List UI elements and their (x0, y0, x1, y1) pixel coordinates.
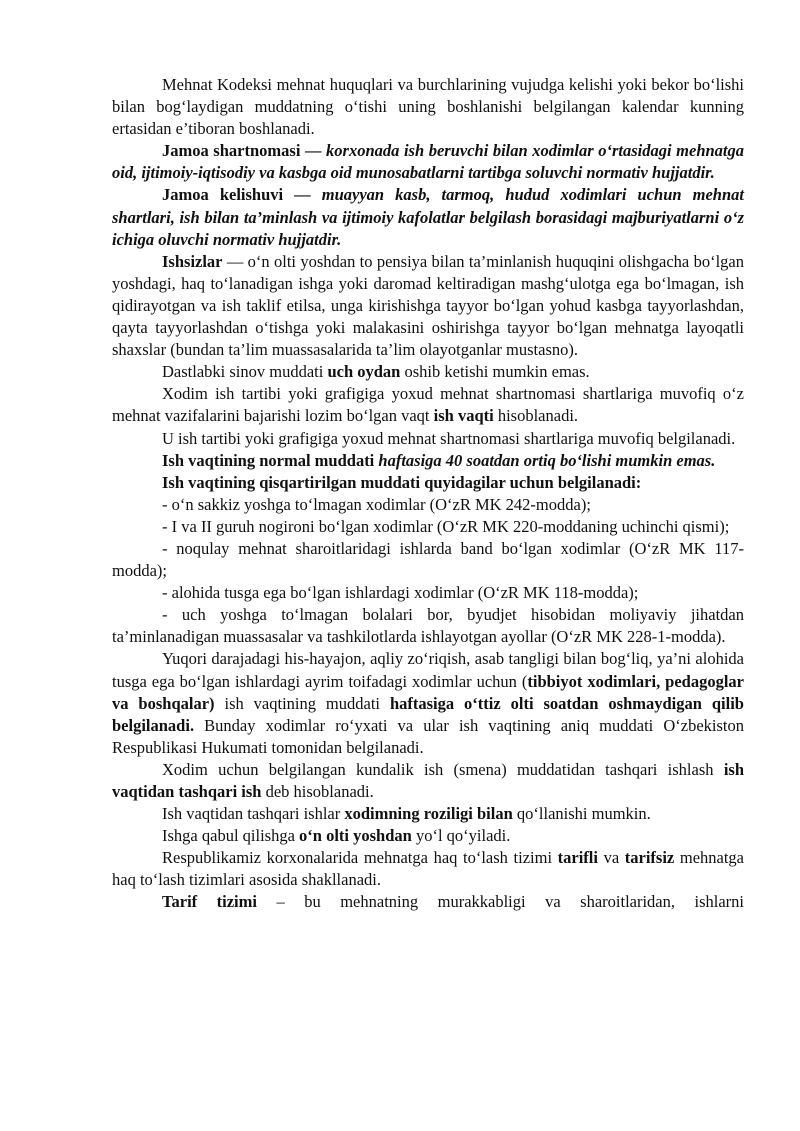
text-segment: Yuqori darajadagi his-hayajon, aqliy zo‘riqish, asab tangligi bilan bog‘liq, ya’ni alohida tusga ega bo‘lgan ishlardagi ayrim toifadagi xodimlar uchun ( (112, 649, 744, 691)
paragraph (112, 472, 744, 494)
bold-text-segment: tarifli (557, 848, 598, 868)
bold-text-segment: tarifsiz (624, 848, 675, 868)
paragraph (112, 648, 744, 758)
paragraph (112, 582, 744, 604)
bold-italic-text-segment: muayyan kasb, tarmoq, hudud xodimlari uchun mehnat shartlari, ish bilan ta’minlash va ijtimoiy kafolatlar belgilash borasidagi majburiyatlarni o‘z ichiga oluvchi normativ hujjatdir. (112, 185, 744, 249)
text-segment: ish vaqtining muddati (214, 693, 390, 713)
bold-text-segment: o‘n olti yoshdan (299, 826, 412, 846)
bold-italic-text-segment: korxonada ish beruvchi bilan xodimlar o‘rtasidagi mehnatga oid, ijtimoiy-iqtisodiy va kasbga oid munosabatlarni tartibga soluvchi normativ hujjatdir. (112, 141, 745, 183)
paragraph (112, 538, 744, 582)
text-segment: mehnatga haq to‘lash tizimlari asosida shakllanadi. (112, 848, 744, 890)
paragraph (112, 803, 744, 825)
bold-text-segment: Ishsizlar (162, 251, 223, 271)
bold-text-segment: Ish vaqtining qisqartirilgan muddati quyidagilar uchun belgilanadi: (162, 472, 642, 492)
text-segment: Ish vaqtidan tashqari ishlar (162, 804, 345, 824)
text-segment: va (597, 848, 625, 868)
bold-text-segment: ish vaqti (433, 406, 494, 426)
bold-text-segment: haftasiga o‘ttiz olti soatdan oshmaydigan qilib belgilanadi. (112, 693, 744, 735)
text-segment: yo‘l qo‘yiladi. (411, 826, 511, 846)
text-segment: Respublikamiz korxonalarida mehnatga haq to‘lash tizimi (162, 848, 558, 868)
paragraph (112, 74, 744, 140)
bold-text-segment: tibbiyot xodimlari, pedagoglar va boshqalar) (112, 671, 745, 713)
text-segment: Bunday xodimlar ro‘yxati va ular ish vaqtining aniq muddati O‘zbekiston Respublikasi Hukumati tomonidan belgilanadi. (112, 715, 744, 757)
bold-text-segment: Ish vaqtining normal muddati (162, 450, 379, 470)
paragraph (112, 361, 744, 383)
text-segment: Ishga qabul qilishga (162, 826, 300, 846)
paragraph (112, 516, 744, 538)
text-segment: qo‘llanishi mumkin. (512, 804, 651, 824)
paragraph (112, 428, 744, 450)
text-segment: U ish tartibi yoki grafigiga yoxud mehnat shartnomasi shartlariga muvofiq belgilanadi. (162, 428, 736, 448)
paragraph (112, 140, 744, 184)
bold-italic-text-segment: haftasiga 40 soatdan ortiq bo‘lishi mumkin emas. (378, 450, 716, 470)
text-segment: hisoblanadi. (493, 406, 579, 426)
bold-text-segment: ish vaqtidan tashqari ish (112, 759, 744, 801)
document-page (112, 74, 744, 914)
paragraph (112, 251, 744, 361)
paragraph (112, 759, 744, 803)
text-segment: Dastlabki sinov muddati (162, 362, 328, 382)
bold-text-segment: Jamoa shartnomasi — (162, 141, 327, 161)
text-segment: - o‘n sakkiz yoshga to‘lmagan xodimlar (O‘zR MK 242-modda); (162, 494, 591, 514)
paragraph (112, 847, 744, 891)
paragraph (112, 450, 744, 472)
paragraph (112, 184, 744, 250)
text-segment: – bu mehnatning murakkabligi va sharoitlaridan, ishlarni (256, 892, 744, 912)
paragraph (112, 494, 744, 516)
text-segment: - alohida tusga ega bo‘lgan ishlardagi xodimlar (O‘zR MK 118-modda); (162, 583, 639, 603)
bold-text-segment: Tarif tizimi (162, 892, 257, 912)
text-segment: deb hisoblanadi. (261, 782, 374, 801)
text-segment: — o‘n olti yoshdan to pensiya bilan ta’minlanish huquqini olishgacha bo‘lgan yoshdagi, haq to‘lanadigan ishga yoki daromad keltiradigan mashg‘ulotga ega bo‘lmagan, ish qidirayotgan va ish taklif etilsa, unga kirishishga tayyor bo‘lgan yohud kasbga tayyorlashdan, qayta tayyorlashdan o‘tishga yoki malakasini oshirishga tayyor bo‘lgan mehnatga layoqatli shaxslar (bundan ta’lim muassasalarida ta’lim olayotganlar mustasno). (112, 251, 744, 360)
text-segment: Xodim ish tartibi yoki grafigiga yoxud mehnat shartnomasi shartlariga muvofiq o‘z mehnat vazifalarini bajarishi lozim bo‘lgan vaqt (112, 384, 744, 426)
bold-text-segment: xodimning roziligi bilan (344, 804, 513, 824)
text-segment: Mehnat Kodeksi mehnat huquqlari va burchlarining vujudga kelishi yoki bekor bo‘lishi bilan bog‘laydigan muddatning o‘tishi uning boshlanishi belgilangan kalendar kunning ertasidan e’tiboran boshlanadi. (112, 75, 744, 139)
text-segment: - I va II guruh nogironi bo‘lgan xodimlar (O‘zR MK 220-moddaning uchinchi qismi); (162, 516, 730, 536)
text-segment: - noqulay mehnat sharoitlaridagi ishlarda band bo‘lgan xodimlar (O‘zR MK 117-modda); (112, 538, 744, 581)
paragraph (112, 825, 744, 847)
text-segment: - uch yoshga to‘lmagan bolalari bor, byudjet hisobidan moliyaviy jihatdan ta’minlanadigan muassasalar va tashkilotlarda ishlayotgan ayollar (O‘zR MK 228-1-modda). (112, 605, 744, 647)
paragraph (112, 383, 744, 427)
bold-text-segment: uch oydan (327, 362, 401, 382)
paragraph (112, 604, 744, 648)
text-segment: Xodim uchun belgilangan kundalik ish (smena) muddatidan tashqari ishlash (162, 759, 724, 779)
bold-text-segment: Jamoa kelishuvi — (162, 185, 322, 205)
text-segment: oshib ketishi mumkin emas. (400, 362, 590, 382)
paragraph (112, 891, 744, 913)
